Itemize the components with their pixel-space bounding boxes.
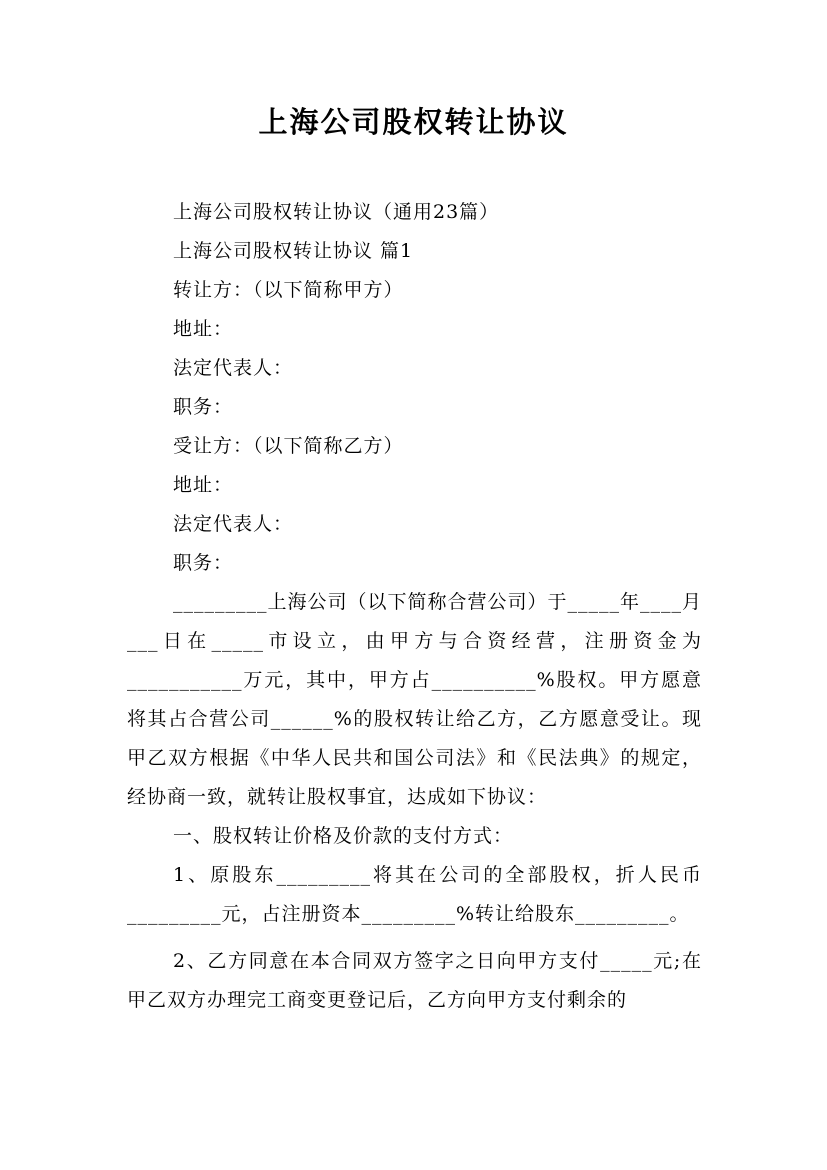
clause-1-paragraph: 1、原股东_________将其在公司的全部股权，折人民币_________元，占注册资本_________%转让给股东_________。 [127, 864, 702, 925]
chapter-heading: 上海公司股权转让协议 篇1 [173, 240, 414, 262]
transferee-position: 职务： [173, 552, 234, 574]
document-title: 上海公司股权转让协议 [258, 105, 569, 139]
intro-paragraph: _________上海公司（以下简称合营公司）于_____年____月___日在_____市设立，由甲方与合资经营，注册资金为___________万元，其中，甲方占__________%股权。甲方愿意将其占合营公司______%的股权转让给乙方，乙方愿意受让。现甲乙双方根据《中华人民共和国公司法》和《民法典》的规定，经协商一致，就转让股权事宜，达成如下协议： [127, 591, 703, 808]
transferee-address: 地址： [173, 474, 234, 496]
transferor-line: 转让方：（以下简称甲方） [173, 279, 404, 301]
transferee-line: 受让方：（以下简称乙方） [173, 435, 404, 457]
section-heading-1: 一、股权转让价格及价款的支付方式： [173, 825, 514, 847]
clause-2-paragraph: 2、乙方同意在本合同双方签字之日向甲方支付_____元;在甲乙双方办理完工商变更登记后，乙方向甲方支付剩余的 [127, 950, 702, 1011]
document-body [127, 193, 702, 1020]
transferee-legal-rep: 法定代表人： [173, 513, 294, 535]
transferor-position: 职务： [173, 396, 234, 418]
subtitle-line: 上海公司股权转让协议（通用23篇） [173, 201, 500, 223]
transferor-legal-rep: 法定代表人： [173, 357, 294, 379]
transferor-address: 地址： [173, 318, 234, 340]
